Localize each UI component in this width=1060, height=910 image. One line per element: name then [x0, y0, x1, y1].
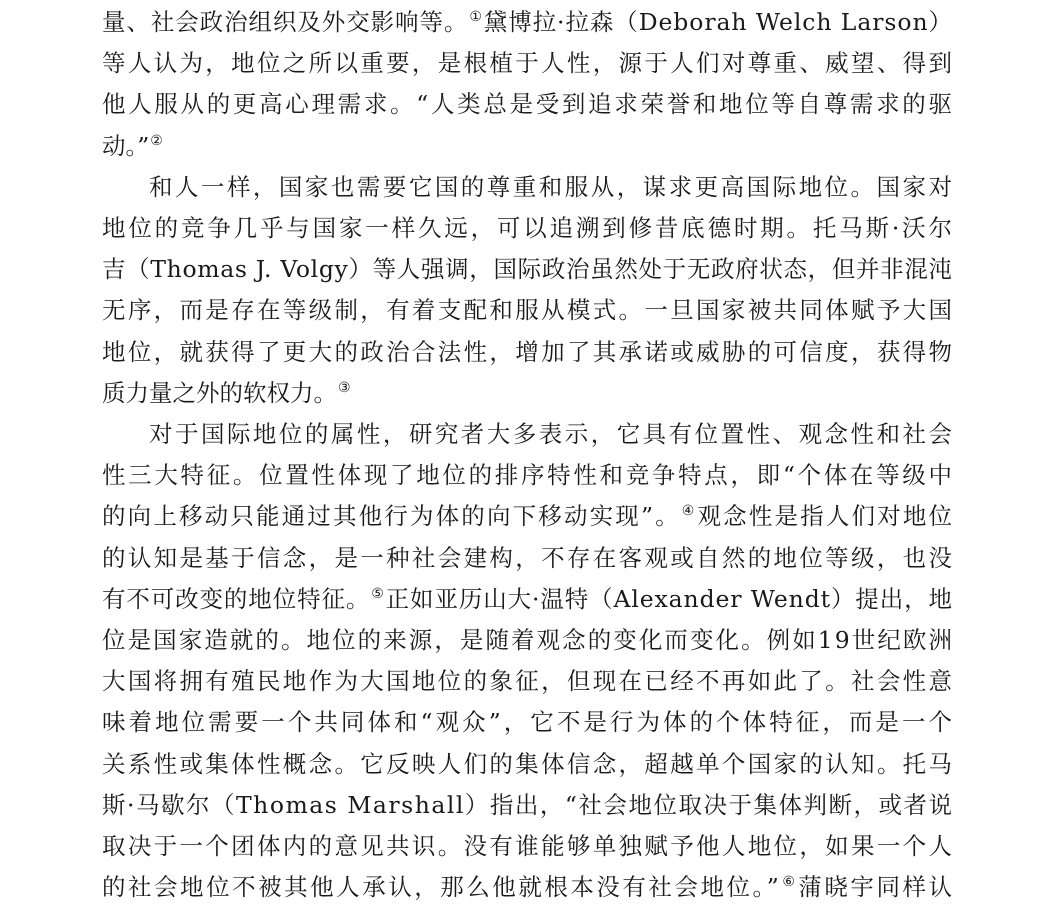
text-line: [102, 579, 952, 620]
text-run: 动。”: [102, 131, 150, 160]
text-line: [102, 702, 956, 743]
text-run: 他人服从的更高心理需求。“人类总是受到追求荣誉和地位等自尊需求的驱: [102, 90, 955, 119]
text-run: 的向上移动只能通过其他行为体的向下移动实现”。: [102, 502, 681, 531]
footnote-marker[interactable]: ⑥: [782, 874, 798, 891]
text-line: [102, 496, 955, 537]
text-run: 地位的竞争几乎与国家一样久远，可以追溯到修昔底德时期。托马斯·沃尔: [102, 214, 955, 243]
text-line: [102, 455, 955, 496]
paragraph: [102, 414, 956, 908]
text-run: 地位，就获得了更大的政治合法性，增加了其承诺或威胁的可信度，获得物: [102, 337, 955, 366]
text-run: 观念性是指人们对地位: [697, 502, 955, 531]
footnote-marker[interactable]: ③: [338, 379, 351, 396]
text-run: 取决于一个团体内的意见共识。没有谁能够单独赋予他人地位，如果一个人: [102, 832, 955, 861]
text-line: [102, 785, 952, 826]
text-run: 大国将拥有殖民地作为大国地位的象征，但现在已经不再如此了。社会性意: [102, 667, 955, 696]
text-line: [102, 373, 952, 414]
text-line: [102, 126, 952, 167]
text-line: [102, 867, 955, 908]
text-line: [102, 332, 955, 373]
text-line: [102, 620, 955, 661]
text-line: [102, 84, 955, 125]
text-line: [102, 826, 955, 867]
footnote-marker[interactable]: ④: [681, 503, 697, 520]
footnote-marker[interactable]: ①: [469, 9, 483, 25]
text-run: 正如亚历山大·温特（Alexander Wendt）提出，地: [385, 584, 953, 613]
text-run: 吉（Thomas J. Volgy）等人强调，国际政治虽然处于无政府状态，但并非混沌: [102, 255, 953, 284]
document-body: [102, 2, 956, 908]
text-line: [102, 538, 955, 579]
text-line: [102, 43, 955, 84]
text-run: 的社会地位不被其他人承认，那么他就根本没有社会地位。”: [102, 873, 782, 902]
paragraph: [102, 167, 955, 414]
text-run: 位是国家造就的。地位的来源，是随着观念的变化而变化。例如19世纪欧洲: [102, 626, 955, 655]
text-run: 质力量之外的软权力。: [102, 378, 337, 407]
text-line: [102, 290, 955, 331]
text-line: [102, 414, 955, 455]
text-run: 味着地位需要一个共同体和“观众”，它不是行为体的个体特征，而是一个: [102, 708, 956, 737]
text-line: [102, 744, 955, 785]
text-run: 有不可改变的地位特征。: [102, 584, 371, 613]
text-line: [102, 249, 952, 290]
text-line: [102, 167, 955, 208]
text-run: 黛博拉·拉森（Deborah Welch Larson）: [483, 8, 953, 36]
text-run: 蒲晓宇同样认: [798, 873, 955, 902]
text-run: 斯·马歇尔（Thomas Marshall）指出，“社会地位取决于集体判断，或者说: [102, 790, 954, 819]
text-run: 等人认为，地位之所以重要，是根植于人性，源于人们对尊重、威望、得到: [102, 49, 955, 78]
paragraph: [102, 2, 955, 167]
text-run: 量、社会政治组织及外交影响等。: [102, 8, 469, 36]
text-run: 关系性或集体性概念。它反映人们的集体信念，超越单个国家的认知。托马: [102, 749, 955, 778]
text-run: 性三大特征。位置性体现了地位的排序特性和竞争特点，即“个体在等级中: [102, 461, 955, 490]
footnote-marker[interactable]: ②: [150, 132, 163, 149]
text-run: 和人一样，国家也需要它国的尊重和服从，谋求更高国际地位。国家对: [149, 172, 955, 201]
text-line: [102, 208, 955, 249]
footnote-marker[interactable]: ⑤: [371, 585, 385, 602]
text-run: 的认知是基于信念，是一种社会建构，不存在客观或自然的地位等级，也没: [102, 543, 955, 572]
text-run: 对于国际地位的属性，研究者大多表示，它具有位置性、观念性和社会: [149, 420, 955, 449]
text-line: [102, 661, 955, 702]
text-line: [102, 2, 952, 43]
text-run: 无序，而是存在等级制，有着支配和服从模式。一旦国家被共同体赋予大国: [102, 296, 955, 325]
